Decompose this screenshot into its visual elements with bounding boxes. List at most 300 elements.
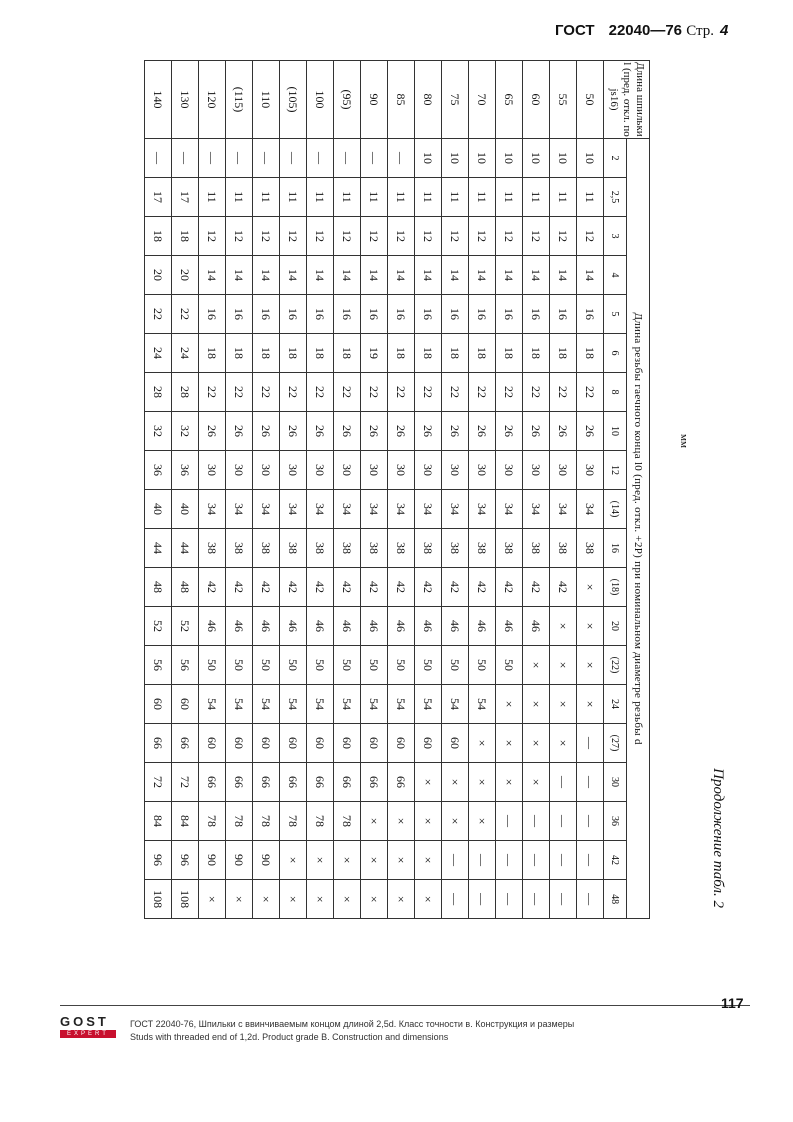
thread-length-cell: 30 <box>253 451 280 490</box>
thread-length-cell: 11 <box>577 178 604 217</box>
thread-length-cell: 60 <box>226 724 253 763</box>
thread-length-cell: 38 <box>469 529 496 568</box>
thread-length-cell: 22 <box>496 373 523 412</box>
thread-length-cell: 46 <box>199 607 226 646</box>
page-label: Стр. <box>686 23 714 39</box>
thread-length-cell: 10 <box>442 139 469 178</box>
thread-length-cell: 12 <box>388 217 415 256</box>
thread-length-cell: 78 <box>307 802 334 841</box>
thread-length-cell: — <box>496 841 523 880</box>
thread-length-cell: 66 <box>334 763 361 802</box>
thread-length-cell: 14 <box>577 256 604 295</box>
thread-length-cell: 30 <box>523 451 550 490</box>
thread-length-cell: 11 <box>334 178 361 217</box>
thread-length-cell: 30 <box>496 451 523 490</box>
rotated-content <box>150 60 732 918</box>
thread-length-cell: 38 <box>550 529 577 568</box>
thread-length-cell: × <box>550 724 577 763</box>
table-row <box>226 61 253 919</box>
thread-length-cell: 66 <box>280 763 307 802</box>
thread-length-cell: 60 <box>307 724 334 763</box>
thread-length-cell: 22 <box>199 373 226 412</box>
thread-length-cell: × <box>496 724 523 763</box>
thread-length-cell: 46 <box>361 607 388 646</box>
thread-length-cell: 18 <box>415 334 442 373</box>
thread-length-cell: 46 <box>415 607 442 646</box>
thread-length-cell: 54 <box>226 685 253 724</box>
gost-label: ГОСТ <box>555 22 595 39</box>
thread-length-cell: 46 <box>226 607 253 646</box>
thread-length-cell: 50 <box>361 646 388 685</box>
thread-length-cell: 40 <box>145 490 172 529</box>
thread-length-cell: 46 <box>334 607 361 646</box>
thread-length-cell: 22 <box>172 295 199 334</box>
diameter-header-cell: 12 <box>604 451 627 490</box>
thread-length-cell: 10 <box>577 139 604 178</box>
thread-length-cell: 42 <box>226 568 253 607</box>
stud-length-cell: 75 <box>442 61 469 139</box>
thread-length-cell: × <box>280 841 307 880</box>
diameter-header-cell: 6 <box>604 334 627 373</box>
table-row <box>388 61 415 919</box>
thread-length-cell: × <box>280 880 307 919</box>
thread-length-cell: 26 <box>442 412 469 451</box>
thread-length-cell: 12 <box>253 217 280 256</box>
thread-length-cell: 18 <box>577 334 604 373</box>
thread-length-cell: 10 <box>415 139 442 178</box>
thread-length-cell: 16 <box>496 295 523 334</box>
thread-length-cell: 18 <box>226 334 253 373</box>
thread-length-cell: 44 <box>172 529 199 568</box>
thread-length-cell: 26 <box>307 412 334 451</box>
thread-length-cell: 12 <box>496 217 523 256</box>
table-row <box>577 61 604 919</box>
thread-length-cell: 10 <box>523 139 550 178</box>
thread-length-cell: × <box>496 763 523 802</box>
thread-length-cell: — <box>334 139 361 178</box>
thread-length-cell: 18 <box>199 334 226 373</box>
stud-length-cell: 55 <box>550 61 577 139</box>
thread-length-cell: 90 <box>199 841 226 880</box>
thread-length-cell: × <box>361 802 388 841</box>
thread-length-cell: — <box>523 802 550 841</box>
thread-length-cell: 11 <box>550 178 577 217</box>
thread-length-cell: — <box>442 841 469 880</box>
thread-length-cell: 50 <box>415 646 442 685</box>
thread-length-cell: 50 <box>253 646 280 685</box>
thread-length-cell: × <box>550 646 577 685</box>
thread-length-cell: 30 <box>307 451 334 490</box>
thread-length-cell: 50 <box>334 646 361 685</box>
thread-length-cell: 34 <box>469 490 496 529</box>
thread-length-cell: 26 <box>361 412 388 451</box>
thread-length-cell: 12 <box>469 217 496 256</box>
diameter-header-cell: 2 <box>604 139 627 178</box>
diameter-header-cell: 5 <box>604 295 627 334</box>
thread-length-cell: 11 <box>307 178 334 217</box>
stud-length-cell: (95) <box>334 61 361 139</box>
thread-length-cell: — <box>550 763 577 802</box>
thread-length-cell: 16 <box>415 295 442 334</box>
thread-length-cell: 30 <box>361 451 388 490</box>
thread-length-cell: 11 <box>442 178 469 217</box>
thread-length-cell: 46 <box>253 607 280 646</box>
thread-length-cell: × <box>469 763 496 802</box>
thread-length-cell: 54 <box>307 685 334 724</box>
thread-length-cell: — <box>145 139 172 178</box>
thread-length-cell: 60 <box>334 724 361 763</box>
thread-length-cell: 60 <box>199 724 226 763</box>
thread-length-cell: × <box>415 841 442 880</box>
thread-length-cell: 11 <box>280 178 307 217</box>
thread-length-cell: 11 <box>199 178 226 217</box>
thread-length-cell: 22 <box>145 295 172 334</box>
diameter-header-cell: 4 <box>604 256 627 295</box>
table-continuation-caption: Продолжение табл. 2 <box>710 768 726 908</box>
thread-length-cell: 22 <box>577 373 604 412</box>
thread-length-cell: 42 <box>307 568 334 607</box>
table-row <box>415 61 442 919</box>
thread-length-cell: × <box>361 880 388 919</box>
thread-length-cell: 42 <box>280 568 307 607</box>
thread-length-cell: 52 <box>145 607 172 646</box>
thread-length-cell: 96 <box>145 841 172 880</box>
thread-length-cell: 66 <box>172 724 199 763</box>
thread-length-cell: — <box>550 802 577 841</box>
footer-title-en: Studs with threaded end of 1,2d. Product grade B. Construction and dimensions <box>130 1032 449 1042</box>
diameter-header-cell: 36 <box>604 802 627 841</box>
thread-length-cell: — <box>280 139 307 178</box>
thread-length-cell: 50 <box>496 646 523 685</box>
thread-length-cell: × <box>550 685 577 724</box>
thread-length-cell: 11 <box>388 178 415 217</box>
thread-length-cell: 11 <box>523 178 550 217</box>
diameter-header-cell: 2,5 <box>604 178 627 217</box>
thread-length-cell: 40 <box>172 490 199 529</box>
thread-length-cell: 22 <box>469 373 496 412</box>
thread-length-cell: 38 <box>199 529 226 568</box>
thread-length-cell: 34 <box>334 490 361 529</box>
thread-length-cell: 26 <box>253 412 280 451</box>
thread-length-cell: 60 <box>442 724 469 763</box>
thread-length-cell: 11 <box>253 178 280 217</box>
thread-length-cell: 54 <box>199 685 226 724</box>
thread-length-cell: 22 <box>253 373 280 412</box>
thread-length-cell: 60 <box>361 724 388 763</box>
thread-length-cell: 48 <box>145 568 172 607</box>
thread-length-cell: 60 <box>280 724 307 763</box>
thread-length-cell: 11 <box>361 178 388 217</box>
thread-length-cell: — <box>253 139 280 178</box>
thread-length-cell: 14 <box>523 256 550 295</box>
thread-length-cell: 10 <box>469 139 496 178</box>
thread-length-cell: 14 <box>334 256 361 295</box>
thread-length-cell: 14 <box>442 256 469 295</box>
thread-length-cell: 30 <box>226 451 253 490</box>
thread-length-cell: 10 <box>496 139 523 178</box>
thread-length-cell: 12 <box>577 217 604 256</box>
diameter-header-cell: 16 <box>604 529 627 568</box>
thread-length-cell: × <box>415 880 442 919</box>
thread-length-cell: 42 <box>496 568 523 607</box>
thread-length-cell: 50 <box>307 646 334 685</box>
thread-length-cell: 34 <box>307 490 334 529</box>
thread-length-cell: × <box>577 607 604 646</box>
thread-length-cell: 54 <box>388 685 415 724</box>
thread-length-cell: — <box>361 139 388 178</box>
diameter-header-cell: 20 <box>604 607 627 646</box>
thread-length-cell: 60 <box>253 724 280 763</box>
thread-length-cell: × <box>577 685 604 724</box>
thread-length-cell: 30 <box>334 451 361 490</box>
thread-length-cell: 24 <box>172 334 199 373</box>
thread-length-cell: 16 <box>469 295 496 334</box>
dimensions-table <box>144 60 650 919</box>
thread-length-cell: 42 <box>442 568 469 607</box>
thread-length-cell: × <box>442 763 469 802</box>
thread-length-cell: 28 <box>145 373 172 412</box>
thread-length-cell: 84 <box>172 802 199 841</box>
thread-length-cell: 44 <box>145 529 172 568</box>
thread-length-cell: 38 <box>442 529 469 568</box>
thread-length-cell: 22 <box>361 373 388 412</box>
thread-length-cell: 34 <box>361 490 388 529</box>
thread-length-cell: 12 <box>415 217 442 256</box>
diameter-header-cell: 30 <box>604 763 627 802</box>
thread-length-cell: 38 <box>523 529 550 568</box>
thread-length-cell: 66 <box>145 724 172 763</box>
thread-length-cell: 14 <box>361 256 388 295</box>
thread-length-cell: × <box>523 763 550 802</box>
thread-length-cell: 46 <box>523 607 550 646</box>
thread-length-cell: 22 <box>550 373 577 412</box>
thread-length-cell: 14 <box>280 256 307 295</box>
thread-length-cell: × <box>523 685 550 724</box>
thread-length-cell: 96 <box>172 841 199 880</box>
thread-length-cell: — <box>199 139 226 178</box>
thread-length-cell: 42 <box>415 568 442 607</box>
thread-length-cell: 50 <box>469 646 496 685</box>
thread-length-cell: 26 <box>577 412 604 451</box>
page-header <box>555 22 728 40</box>
thread-length-cell: 14 <box>550 256 577 295</box>
thread-length-cell: — <box>307 139 334 178</box>
thread-length-cell: × <box>226 880 253 919</box>
thread-length-cell: 60 <box>145 685 172 724</box>
stud-length-header: Длина шпильки l (пред. откл. по js16) <box>604 61 650 139</box>
diameter-header-cell: (22) <box>604 646 627 685</box>
thread-length-cell: — <box>577 724 604 763</box>
thread-length-cell: 46 <box>469 607 496 646</box>
thread-length-cell: × <box>388 880 415 919</box>
thread-length-cell: 16 <box>550 295 577 334</box>
thread-length-cell: 42 <box>199 568 226 607</box>
thread-length-cell: × <box>577 568 604 607</box>
thread-length-cell: 50 <box>199 646 226 685</box>
thread-length-cell: × <box>361 841 388 880</box>
thread-length-cell: 16 <box>577 295 604 334</box>
thread-length-cell: 14 <box>307 256 334 295</box>
thread-length-cell: — <box>388 139 415 178</box>
thread-length-cell: 18 <box>469 334 496 373</box>
thread-length-cell: 30 <box>388 451 415 490</box>
thread-length-cell: 54 <box>415 685 442 724</box>
diameter-header-row <box>604 61 627 919</box>
thread-length-cell: 46 <box>496 607 523 646</box>
thread-length-cell: × <box>550 607 577 646</box>
stud-length-cell: 50 <box>577 61 604 139</box>
thread-length-cell: 42 <box>469 568 496 607</box>
thread-length-cell: 34 <box>496 490 523 529</box>
thread-length-cell: 78 <box>280 802 307 841</box>
footer-title-ru: ГОСТ 22040-76, Шпильки с ввинчиваемым концом длиной 2,5d. Класс точности в. Конструкция и размеры <box>130 1019 575 1029</box>
thread-length-cell: 18 <box>442 334 469 373</box>
thread-length-cell: 36 <box>172 451 199 490</box>
thread-length-cell: 38 <box>361 529 388 568</box>
thread-length-cell: 18 <box>172 217 199 256</box>
thread-length-cell: × <box>496 685 523 724</box>
footer-rule <box>60 1005 750 1006</box>
stud-length-cell: (115) <box>226 61 253 139</box>
thread-length-cell: 90 <box>226 841 253 880</box>
thread-length-cell: 12 <box>280 217 307 256</box>
thread-length-cell: 54 <box>442 685 469 724</box>
thread-length-cell: 30 <box>469 451 496 490</box>
thread-length-cell: 18 <box>496 334 523 373</box>
thread-length-cell: 22 <box>226 373 253 412</box>
table-row <box>442 61 469 919</box>
thread-length-cell: 66 <box>361 763 388 802</box>
thread-length-cell: 34 <box>226 490 253 529</box>
thread-length-cell: × <box>253 880 280 919</box>
stud-length-cell: (105) <box>280 61 307 139</box>
thread-length-cell: 12 <box>550 217 577 256</box>
thread-length-cell: 22 <box>388 373 415 412</box>
thread-length-cell: 56 <box>145 646 172 685</box>
thread-length-cell: 108 <box>145 880 172 919</box>
thread-length-cell: 18 <box>550 334 577 373</box>
thread-length-cell: — <box>496 802 523 841</box>
thread-length-cell: 20 <box>145 256 172 295</box>
thread-length-cell: — <box>469 841 496 880</box>
thread-length-cell: × <box>415 763 442 802</box>
thread-length-cell: 26 <box>415 412 442 451</box>
logo-top-text: GOST <box>60 1014 109 1029</box>
table-row <box>469 61 496 919</box>
thread-length-cell: 16 <box>334 295 361 334</box>
thread-length-cell: 78 <box>226 802 253 841</box>
thread-length-cell: 16 <box>226 295 253 334</box>
thread-length-cell: 11 <box>496 178 523 217</box>
thread-length-cell: — <box>523 880 550 919</box>
thread-length-cell: 12 <box>523 217 550 256</box>
stud-length-cell: 120 <box>199 61 226 139</box>
thread-length-cell: 22 <box>442 373 469 412</box>
thread-length-cell: 12 <box>334 217 361 256</box>
thread-length-cell: 38 <box>253 529 280 568</box>
thread-length-cell: — <box>577 841 604 880</box>
diameter-header-cell: 24 <box>604 685 627 724</box>
thread-length-cell: 34 <box>415 490 442 529</box>
stud-length-cell: 130 <box>172 61 199 139</box>
thread-length-cell: — <box>469 880 496 919</box>
thread-length-cell: 90 <box>253 841 280 880</box>
thread-length-cell: × <box>307 841 334 880</box>
thread-length-cell: 17 <box>145 178 172 217</box>
thread-length-cell: 78 <box>334 802 361 841</box>
thread-length-cell: 12 <box>361 217 388 256</box>
thread-length-cell: 42 <box>550 568 577 607</box>
stud-length-cell: 80 <box>415 61 442 139</box>
table-row <box>253 61 280 919</box>
thread-length-cell: 34 <box>577 490 604 529</box>
thread-length-cell: 10 <box>550 139 577 178</box>
thread-length-cell: 42 <box>388 568 415 607</box>
thread-length-cell: 38 <box>415 529 442 568</box>
gost-expert-logo <box>60 1015 116 1038</box>
stud-length-cell: 60 <box>523 61 550 139</box>
table-row <box>145 61 172 919</box>
thread-length-cell: 12 <box>199 217 226 256</box>
thread-length-cell: 56 <box>172 646 199 685</box>
diameter-header-cell: (27) <box>604 724 627 763</box>
thread-length-cell: — <box>523 841 550 880</box>
thread-length-cell: 54 <box>469 685 496 724</box>
thread-length-cell: 18 <box>388 334 415 373</box>
stud-length-cell: 70 <box>469 61 496 139</box>
thread-length-cell: 48 <box>172 568 199 607</box>
thread-length-cell: 16 <box>280 295 307 334</box>
thread-length-cell: — <box>577 802 604 841</box>
thread-length-cell: 50 <box>442 646 469 685</box>
thread-length-cell: × <box>388 841 415 880</box>
thread-length-cell: 34 <box>550 490 577 529</box>
thread-length-cell: 38 <box>307 529 334 568</box>
table-row <box>361 61 388 919</box>
thread-length-cell: 16 <box>388 295 415 334</box>
thread-length-cell: 22 <box>334 373 361 412</box>
thread-length-cell: 28 <box>172 373 199 412</box>
thread-length-cell: × <box>442 802 469 841</box>
thread-length-cell: 22 <box>280 373 307 412</box>
thread-length-cell: 54 <box>334 685 361 724</box>
thread-length-cell: × <box>199 880 226 919</box>
thread-length-cell: — <box>226 139 253 178</box>
thread-length-cell: 54 <box>361 685 388 724</box>
thread-length-cell: 66 <box>199 763 226 802</box>
stud-length-cell: 100 <box>307 61 334 139</box>
thread-length-cell: × <box>388 802 415 841</box>
thread-length-cell: — <box>550 841 577 880</box>
thread-length-cell: 30 <box>550 451 577 490</box>
thread-length-cell: 16 <box>442 295 469 334</box>
thread-length-cell: 30 <box>577 451 604 490</box>
thread-length-cell: — <box>172 139 199 178</box>
thread-length-cell: 26 <box>226 412 253 451</box>
thread-length-cell: 34 <box>388 490 415 529</box>
thread-length-cell: 42 <box>334 568 361 607</box>
thread-length-cell: 14 <box>469 256 496 295</box>
thread-length-cell: × <box>469 724 496 763</box>
thread-length-header: Длина резьбы гаечного конца l0 (пред. откл. +2P) при номинальном диаметре резьбы d <box>627 139 650 919</box>
table-row <box>334 61 361 919</box>
thread-length-cell: 16 <box>361 295 388 334</box>
thread-length-cell: 11 <box>469 178 496 217</box>
diameter-header-cell: 48 <box>604 880 627 919</box>
thread-length-cell: × <box>415 802 442 841</box>
thread-length-cell: 18 <box>280 334 307 373</box>
thread-length-cell: × <box>334 841 361 880</box>
